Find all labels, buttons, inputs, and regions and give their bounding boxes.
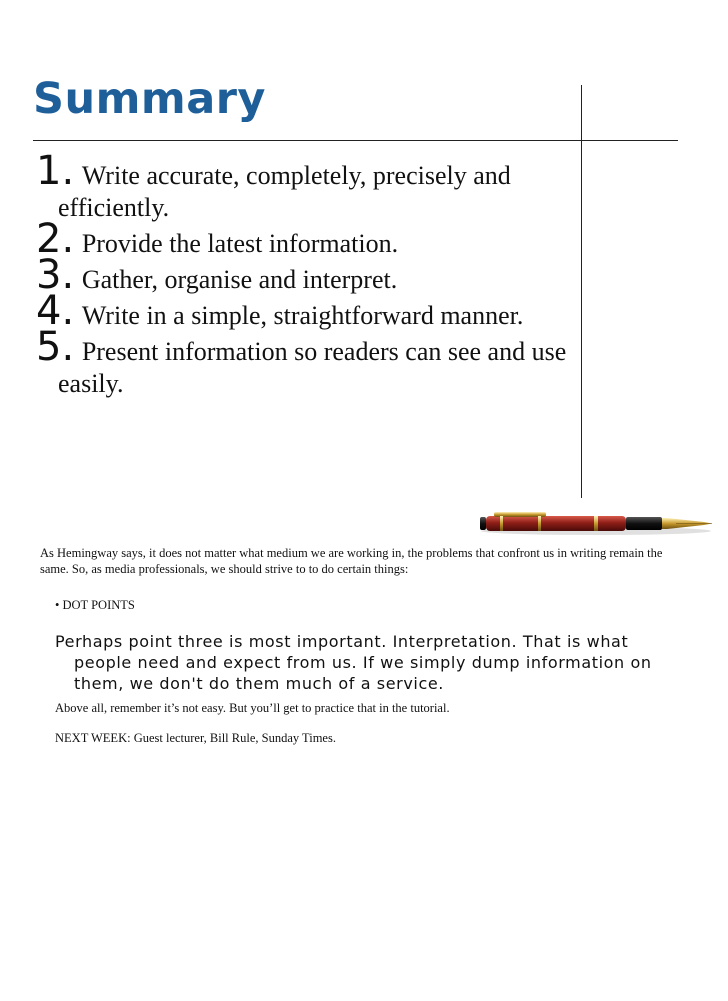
point-number: 3. [36,252,75,298]
point-number: 5. [36,324,75,370]
summary-point-1 [36,148,576,224]
fountain-pen-icon [476,506,716,538]
point-text: Provide the latest information. [81,229,399,258]
summary-list [36,148,576,400]
summary-point-5 [36,324,576,400]
summary-point-2 [36,216,576,262]
title-divider-vertical [581,85,582,498]
speaker-notes [40,545,688,746]
slide-title: Summary [33,74,266,124]
notes-dot-points: • DOT POINTS [55,598,135,612]
point-number: 1. [36,148,75,194]
point-text: Write in a simple, straightforward manner. [81,301,524,330]
point-text: Present information so readers can see and use easily. [58,337,567,398]
notes-next-week: NEXT WEEK: Guest lecturer, Bill Rule, Sunday Times. [55,731,336,745]
point-text: Write accurate, completely, precisely and efficiently. [58,161,511,222]
point-number: 2. [36,216,75,262]
notes-intro: As Hemingway says, it does not matter what medium we are working in, the problems that confront us in writing remain the same. So, as media professionals, we should strive to to do certain things: [40,546,663,576]
notes-emphasis: Perhaps point three is most important. Interpretation. That is what people need and expect from us. If we simply dump information on them, we don't do them much of a service. [55,632,652,693]
summary-point-3 [36,252,576,298]
summary-point-4 [36,288,576,334]
notes-reminder: Above all, remember it’s not easy. But you’ll get to practice that in the tutorial. [55,701,450,715]
point-text: Gather, organise and interpret. [81,265,398,294]
point-number: 4. [36,288,75,334]
